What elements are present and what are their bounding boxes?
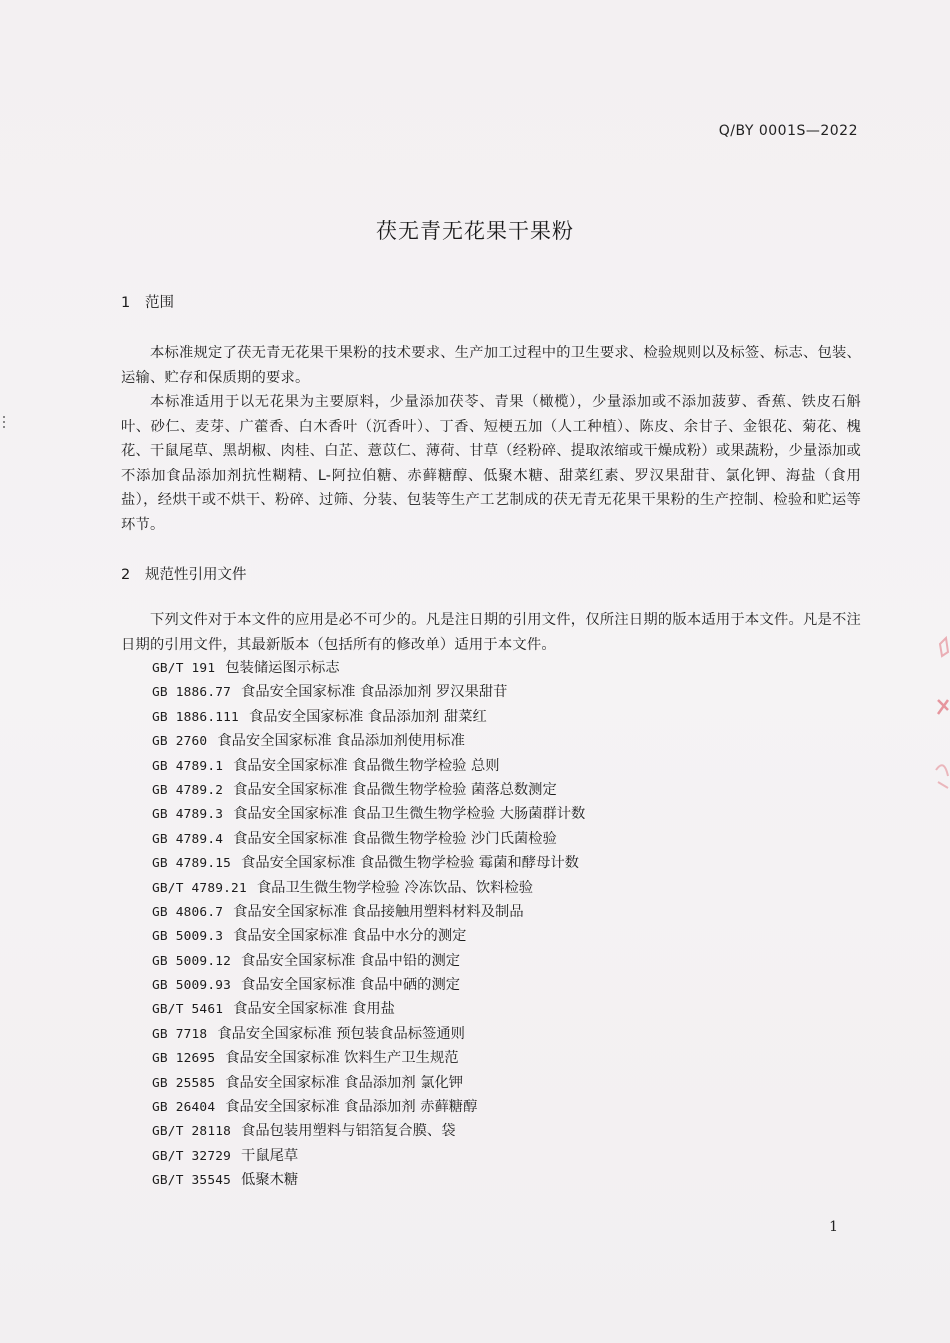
reference-title: 包装储运图示标志 [225,660,340,676]
reference-item [152,778,585,802]
reference-code: GB 1886.77 [152,685,232,701]
reference-item [152,656,585,680]
document-title: 茯无青无花果干果粉 [376,219,574,243]
red-seal-stamp-fragment [932,630,950,800]
reference-item [152,924,585,948]
reference-code: GB/T 28118 [152,1124,232,1140]
reference-code: GB 4789.4 [152,831,224,847]
reference-item [152,973,585,997]
reference-code: GB 4789.1 [152,758,224,774]
section-1-heading [121,291,174,312]
reference-title: 食品安全国家标准 食品添加剂 赤藓糖醇 [225,1099,478,1116]
reference-title: 食品安全国家标准 食品添加剂 罗汉果甜苷 [241,684,508,701]
section-number: 2 [121,567,131,583]
reference-code: GB 4806.7 [152,904,224,920]
reference-code: GB 26404 [152,1100,216,1116]
reference-title: 食品包装用塑料与铝箔复合膜、袋 [241,1123,456,1140]
reference-item [152,1168,585,1192]
reference-item [152,851,585,875]
reference-code: GB/T 191 [152,661,216,676]
reference-code: GB 12695 [152,1051,216,1067]
reference-item [152,900,585,924]
reference-code: GB 4789.3 [152,807,224,823]
reference-title: 干鼠尾草 [241,1147,299,1164]
reference-title: 食品安全国家标准 食品添加剂 氯化钾 [225,1074,464,1091]
reference-item [152,1119,585,1143]
reference-title: 食品安全国家标准 预包装食品标签通则 [217,1025,465,1042]
reference-code: GB 4789.2 [152,782,224,798]
reference-code: GB 2760 [152,734,208,750]
reference-title: 食品卫生微生物学检验 冷冻饮品、饮料检验 [256,879,534,896]
reference-item [152,949,585,973]
reference-title: 食品安全国家标准 食品接触用塑料材料及制品 [233,903,524,920]
reference-item [152,802,585,826]
reference-item [152,729,585,753]
reference-title: 食品安全国家标准 食品微生物学检验 霉菌和酵母计数 [241,855,579,872]
reference-title: 食品安全国家标准 食品卫生微生物学检验 大肠菌群计数 [233,806,586,823]
reference-code: GB/T 32729 [152,1148,232,1164]
reference-code: GB 5009.12 [152,953,232,969]
section-2-heading [121,563,247,584]
reference-title: 食品安全国家标准 食品添加剂使用标准 [217,733,465,750]
section-title: 范围 [145,295,174,311]
reference-title: 食品安全国家标准 食用盐 [233,1001,395,1018]
reference-item [152,705,585,729]
reference-code: GB 4789.15 [152,856,232,872]
reference-title: 食品安全国家标准 食品中水分的测定 [233,928,467,945]
document-code: Q/BY 0001S—2022 [718,123,858,139]
reference-code: GB 5009.3 [152,929,224,945]
reference-code: GB 25585 [152,1075,216,1091]
reference-code: GB 5009.93 [152,978,232,994]
reference-item [152,754,585,778]
reference-code: GB/T 35545 [152,1173,232,1189]
reference-item [152,1095,585,1119]
reference-title: 低聚木糖 [241,1172,299,1189]
reference-item [152,680,585,704]
reference-title: 食品安全国家标准 食品微生物学检验 沙门氏菌检验 [233,830,557,847]
reference-code: GB/T 4789.21 [152,880,247,896]
reference-item [152,1046,585,1070]
reference-title: 食品安全国家标准 饮料生产卫生规范 [225,1050,459,1067]
page-number: 1 [829,1219,838,1235]
reference-item [152,1071,585,1095]
reference-item [152,827,585,851]
section-title: 规范性引用文件 [145,567,247,583]
reference-list [152,656,585,1193]
reference-title: 食品安全国家标准 食品添加剂 甜菜红 [248,708,487,725]
reference-title: 食品安全国家标准 食品中铅的测定 [241,952,461,969]
reference-item [152,1144,585,1168]
normative-references-intro: 下列文件对于本文件的应用是必不可少的。凡是注日期的引用文件，仅所注日期的版本适用于本文件。凡是不注日期的引用文件，其最新版本（包括所有的修改单）适用于本文件。 [121,612,861,653]
reference-item [152,876,585,900]
reference-title: 食品安全国家标准 食品微生物学检验 菌落总数测定 [233,781,557,798]
reference-code: GB/T 5461 [152,1002,224,1018]
reference-item [152,1022,585,1046]
reference-title: 食品安全国家标准 食品中硒的测定 [241,977,461,994]
reference-code: GB 7718 [152,1026,208,1042]
reference-item [152,997,585,1021]
reference-title: 食品安全国家标准 食品微生物学检验 总则 [233,757,500,774]
scope-paragraph-2: 本标准适用于以无花果为主要原料，少量添加茯苓、青果（橄榄），少量添加或不添加菠萝、香蕉、铁皮石斛叶、砂仁、麦芽、广藿香、白木香叶（沉香叶）、丁香、短梗五加（人工种植）、陈皮、余甘子、金银花、菊花、槐花、干鼠尾草、黑胡椒、肉桂、白芷、薏苡仁、薄荷、甘草（经粉碎、提取浓缩或干燥成粉）或果蔬粉，少量添加或不添加食品添加剂抗性糊精、L-阿拉伯糖、赤藓糖醇、低聚木糖、甜菜红素、罗汉果甜苷、氯化钾、海盐（食用盐），经烘干或不烘干、粉碎、过筛、分装、包装等生产工艺制成的茯无青无花果干果粉的生产控制、检验和贮运等环节。 [121,394,861,533]
section-number: 1 [121,295,131,311]
scan-mark [2,415,8,429]
scope-paragraph-1: 本标准规定了茯无青无花果干果粉的技术要求、生产加工过程中的卫生要求、检验规则以及标签、标志、包装、运输、贮存和保质期的要求。 [121,345,861,386]
reference-code: GB 1886.111 [152,709,239,725]
